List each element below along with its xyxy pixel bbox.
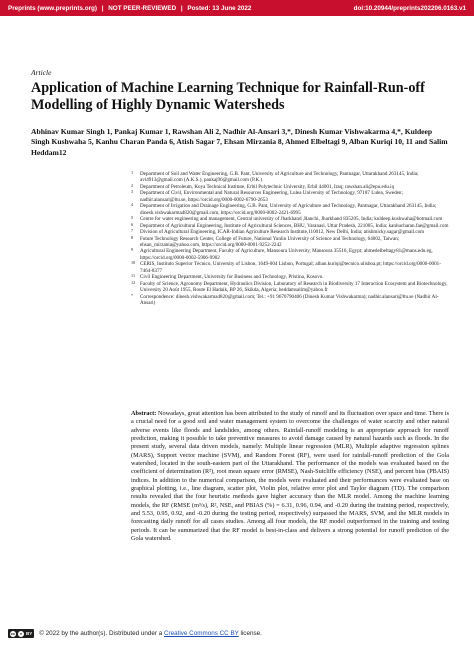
article-type: Article bbox=[31, 68, 52, 77]
header-left bbox=[8, 5, 254, 12]
author-list: Abhinav Kumar Singh 1, Pankaj Kumar 1, Rawshan Ali 2, Nadhir Al-Ansari 3,*, Dinesh Kumar Vishwakarma 4,*, Kuldeep Singh Kushwaha 5, Kanhu Charan Panda 6, Atish Sagar 7, Ehsan Mirzania 8, Ahmed Elbeltagi 9, Alban Kuriqi 10, 11 and Salim Heddam12 bbox=[31, 127, 448, 157]
license-prefix: © 2022 by the author(s). Distributed under a bbox=[39, 630, 163, 637]
affiliation-number: * bbox=[131, 292, 134, 298]
site-name[interactable]: Preprints (www.preprints.org) bbox=[8, 4, 97, 12]
affiliation-item bbox=[131, 281, 449, 294]
affiliation-list bbox=[131, 171, 449, 307]
affiliation-number: 1 bbox=[131, 170, 134, 175]
abstract-text: Nowadays, great attention has been attributed to the study of runoff and its fluctuation over space and time. There is a crucial need for a good soil and water management system to overcome the challenges of water scarcity and other natural adverse events like floods and landslides, among others. Rainfall-runoff modeling is an appropriate approach for runoff prediction, making it possible to take preventive measures to avoid damage caused by natural hazards such as floods. In the present study, several data driven models, namely: Multiple linear regression (MLR), Multiple adaptive regression splines (MARS), Support vector machine (SVM), and Random Forest (RF), were used for rainfall-runoff prediction of the Gola watershed, located in the south-eastern part of the Uttarakhand. The performance of the models was evaluated based on the coefficient of determination (R²), root mean square error (RMSE), Nash-Sutcliffe efficiency (NSE), and percent bias (PBAIS) indices. In addition to the numerical comparison, the models were evaluated and their performances were evaluated base on graphical plotting, i.e., line diagram, scatter plot, Violin plot, relative error plot and Taylor diagram (TD). The comparison results revealed that the four heuristic methods gave higher accuracy than the MLR model. Among the machine learning models, the RF (RMSE (m³/s), R², NSE, and PBIAS (%) = 6.31, 0.96, 0.94, and -0.20 during the training period, respectively, and 5.53, 0.95, 0.92, and -0.20 during the testing period, respectively) surpassed the MARS, SVM, and the MLR models in forecasting daily runoff for all cases studies. Among all four models, the RF model outperformed in the training and testing periods. It can be summarized that the RF model is best-in-class and delivers a strong potential for runoff prediction of the Gola watershed. bbox=[131, 410, 450, 543]
affiliation-text: Division of Agricultural Engineering, ICAR-Indian Agriculture Research Institute,110012, New Delhi, India; atishmicky.sagar@gmail.com bbox=[140, 229, 425, 236]
cc-by-badge[interactable] bbox=[8, 629, 34, 638]
affiliation-text: Department of Irrigation and Drainage Engineering, G.B. Pant, University of Agriculture and Technology, Pantnagar, Uttarakhand 263145, India; dinesh.vishwakarma4820@gmail.com, https://orcid.org/0000-0002-2421-6995 bbox=[140, 203, 437, 216]
cc-icon: cc bbox=[11, 631, 15, 636]
affiliation-item bbox=[131, 236, 449, 249]
affiliation-number: 5 bbox=[131, 215, 134, 221]
affiliation-text: Civil Engineering Department, University for Business and Technology, Pristina, Kosovo. bbox=[140, 274, 324, 281]
paper-title: Application of Machine Learning Technique for Rainfall-Run-off Modelling of Highly Dynamic Watersheds bbox=[31, 80, 425, 113]
affiliation-text: Department of Civil, Environmental and Natural Resources Engineering, Lulea University of Technology, 97187 Lulea, Sweden; nadhir.alansari@ltu.se, https://orcid.org/0000-0002-6790-2653 bbox=[140, 190, 403, 203]
affiliation-number: 8 bbox=[131, 234, 134, 240]
affiliation-number: 7 bbox=[131, 228, 134, 234]
affiliation-item bbox=[131, 248, 449, 261]
affiliation-text: Department of Soil and Water Engineering, G.B. Pant, University of Agriculture and Technology, Pantnagar, Uttarakhand 263145, India; avi4913@gmail.com (A.K.S.), pankaj96@gmail.com (P.K.) bbox=[140, 171, 419, 184]
affiliation-number: 4 bbox=[131, 202, 134, 208]
license-text bbox=[39, 630, 262, 637]
person-icon: ● bbox=[19, 631, 23, 636]
affiliation-number: 12 bbox=[131, 279, 136, 285]
posted-date: Posted: 13 June 2022 bbox=[187, 4, 252, 12]
header-separator: | bbox=[180, 4, 183, 12]
affiliation-number: 11 bbox=[131, 273, 136, 279]
affiliation-text: CERIS, Instituto Superior Técnico, University of Lisbon, 1649-004 Lisbon, Portugal; alban.kuriqi@tecnico.ulisboa.pt; https://orcid.org/0000-0001-7464-8377 bbox=[140, 261, 441, 274]
affiliation-text: Faculty of Science, Agronomy Department, Hydraulics Division, Laboratory of Research in Biodiversity 17 Interaction Ecosystem and Biotechnology, University 20 Août 1955, Route El Hadaik, BP 26, Skikda, Algeria; heddamsalim@yahoo.fr bbox=[140, 280, 448, 294]
cc-badge-label: BY bbox=[26, 631, 33, 636]
affiliation-item bbox=[131, 171, 449, 184]
affiliation-number: 6 bbox=[131, 221, 134, 227]
abstract-label: Abstract: bbox=[131, 410, 157, 417]
affiliation-text: Centre for water engineering and management, Central university of Jharkhand ,Ranchi, Jharkhand 835205, India; kuldeep.kushwaha@hotmail.com bbox=[140, 216, 443, 223]
affiliation-text: Future Technology Research Center, College of Future, National Yunlin University of Science and Technology, 64002, Taiwan; ehsan_mirzania@yahoo.com, https://orcid.org/0000-0001-9252-2242 bbox=[140, 235, 400, 248]
affiliation-text: Agricultural Engineering Department, Faculty of Agriculture, Mansoura University, Mansoura 35516, Egypt; ahmedelbeltagy81@mans.edu.eg, https://orcid.org/0000-0002-5906-9902 bbox=[140, 248, 433, 261]
affiliation-number: 9 bbox=[131, 247, 134, 253]
abstract bbox=[131, 410, 449, 544]
affiliation-text: Department of Petroleum, Koya Technical Institute, Erbil Polytechnic University, Erbil 44001, Iraq; rawshan.ali@epu.edu.iq bbox=[140, 183, 395, 190]
doi-link[interactable]: doi:10.20944/preprints202206.0163.v1 bbox=[353, 4, 466, 12]
license-footer bbox=[8, 629, 262, 638]
affiliation-number: 10 bbox=[131, 260, 136, 266]
affiliation-item bbox=[131, 261, 449, 274]
affiliation-item bbox=[131, 190, 449, 203]
license-suffix: license. bbox=[240, 630, 262, 637]
affiliation-text: Department of Agricultural Engineering, Institute of Agricultural Sciences, BHU, Varanasi, Uttar Pradesh, 221005, India; kanhucharan.fae@gmail.com bbox=[140, 222, 449, 229]
header-separator: | bbox=[101, 4, 104, 12]
affiliation-number: 2 bbox=[131, 182, 134, 188]
affiliation-item bbox=[131, 203, 449, 216]
affiliation-text: Correspondence: dinesh.vishwakarma4820@gmail.com; Tel.: +91 9670790406 (Dinesh Kumar Vishwakarma); nadhir.alansari@ltu.se (Nadhir Al-Ansari) bbox=[140, 293, 439, 307]
review-status: NOT PEER-REVIEWED bbox=[108, 4, 177, 12]
preprint-header-bar bbox=[0, 0, 474, 16]
affiliation-number: 3 bbox=[131, 189, 134, 195]
affiliation-item bbox=[131, 294, 449, 307]
license-link[interactable]: Creative Commons CC BY bbox=[163, 630, 239, 637]
